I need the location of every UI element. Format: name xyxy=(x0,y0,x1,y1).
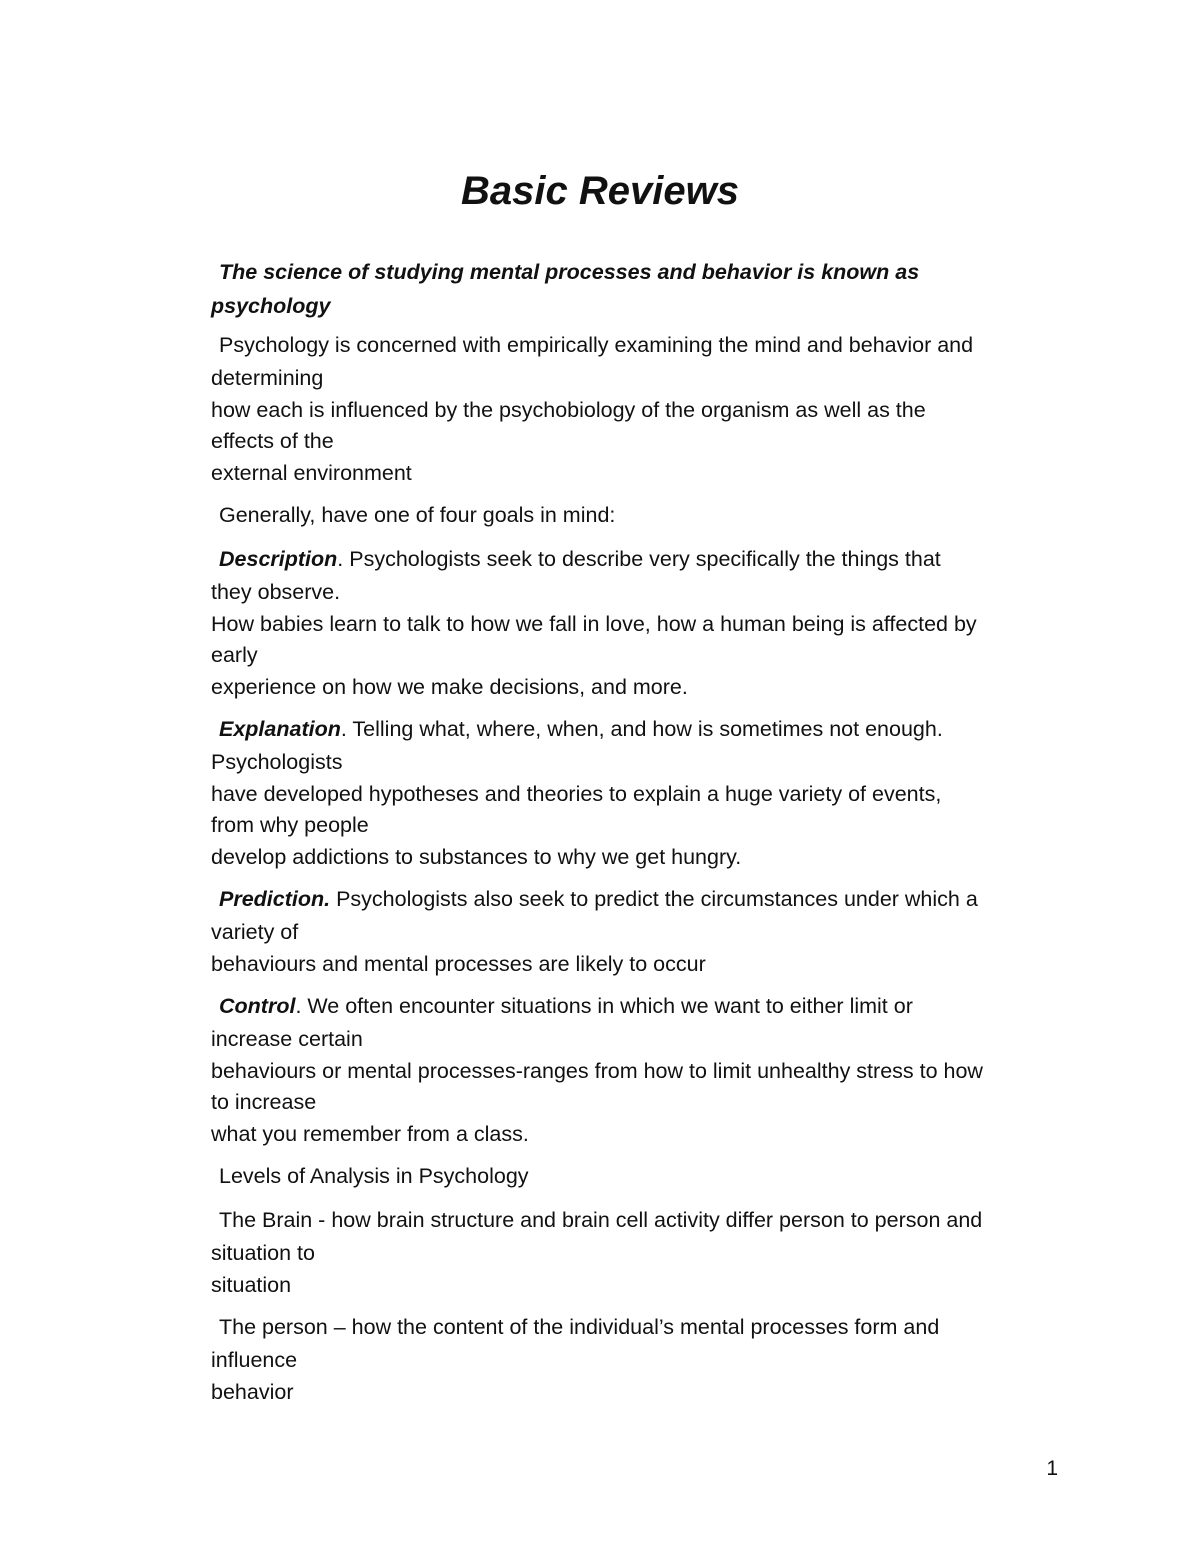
control-text: . We often encounter situations in which we want to either limit or xyxy=(295,994,913,1018)
prediction-text: Psychologists also seek to predict the circumstances under which a xyxy=(330,887,978,911)
description-line-5: experience on how we make decisions, and more. xyxy=(211,674,688,699)
prediction-term: Prediction. xyxy=(219,887,331,911)
definition-paragraph xyxy=(211,327,1081,489)
explanation-term: Explanation xyxy=(219,717,341,741)
explanation-line-3: have developed hypotheses and theories to explain a huge variety of events, xyxy=(211,781,942,806)
explanation-paragraph xyxy=(211,711,1081,873)
brain-line-1: The Brain - how brain structure and brain cell activity differ person to person and xyxy=(219,1208,983,1232)
intro-line-2: psychology xyxy=(211,294,331,318)
levels-heading-paragraph xyxy=(211,1158,1081,1194)
brain-line-3: situation xyxy=(211,1272,292,1297)
definition-line-5: external environment xyxy=(211,460,412,485)
control-line-2: increase certain xyxy=(211,1027,363,1051)
description-line-2: they observe. xyxy=(211,580,341,604)
goals-intro-paragraph xyxy=(211,497,1081,533)
brain-line-2: situation to xyxy=(211,1241,315,1265)
person-line-1: The person – how the content of the individual’s mental processes form and xyxy=(219,1315,940,1339)
control-line-1 xyxy=(211,988,1081,1024)
page-number: 1 xyxy=(1046,1457,1058,1480)
goals-intro-line: Generally, have one of four goals in mind: xyxy=(219,503,616,527)
brain-paragraph xyxy=(211,1202,1081,1301)
control-line-4: to increase xyxy=(211,1090,317,1114)
definition-line-2: determining xyxy=(211,366,324,390)
levels-heading: Levels of Analysis in Psychology xyxy=(219,1164,529,1188)
person-paragraph xyxy=(211,1309,1081,1408)
prediction-line-3: behaviours and mental processes are likely to occur xyxy=(211,951,706,976)
control-paragraph xyxy=(211,988,1081,1150)
definition-line-4: effects of the xyxy=(211,429,334,453)
control-term: Control xyxy=(219,994,296,1018)
prediction-line-2: variety of xyxy=(211,920,299,944)
intro-paragraph xyxy=(211,255,1081,323)
explanation-line-1 xyxy=(211,711,1081,747)
description-line-1 xyxy=(211,541,1081,577)
person-line-2: influence xyxy=(211,1348,298,1372)
description-text: . Psychologists seek to describe very specifically the things that xyxy=(337,547,941,571)
explanation-line-2: Psychologists xyxy=(211,750,343,774)
description-paragraph xyxy=(211,541,1081,703)
intro-line-1: The science of studying mental processes and behavior is known as xyxy=(219,260,920,284)
prediction-line-1 xyxy=(211,881,1081,917)
person-line-3: behavior xyxy=(211,1379,294,1404)
definition-line-1: Psychology is concerned with empirically examining the mind and behavior and xyxy=(219,333,974,357)
description-line-4: early xyxy=(211,643,258,667)
description-line-3: How babies learn to talk to how we fall in love, how a human being is affected by xyxy=(211,611,977,636)
explanation-line-5: develop addictions to substances to why we get hungry. xyxy=(211,844,742,869)
definition-line-3: how each is influenced by the psychobiology of the organism as well as the xyxy=(211,397,926,422)
control-line-5: what you remember from a class. xyxy=(211,1121,529,1146)
description-term: Description xyxy=(219,547,338,571)
document-title: Basic Reviews xyxy=(461,169,739,213)
document-body xyxy=(211,255,1081,1416)
explanation-line-4: from why people xyxy=(211,813,369,837)
explanation-text: . Telling what, where, when, and how is sometimes not enough. xyxy=(340,717,943,741)
control-line-3: behaviours or mental processes-ranges from how to limit unhealthy stress to how xyxy=(211,1058,983,1083)
prediction-paragraph xyxy=(211,881,1081,980)
